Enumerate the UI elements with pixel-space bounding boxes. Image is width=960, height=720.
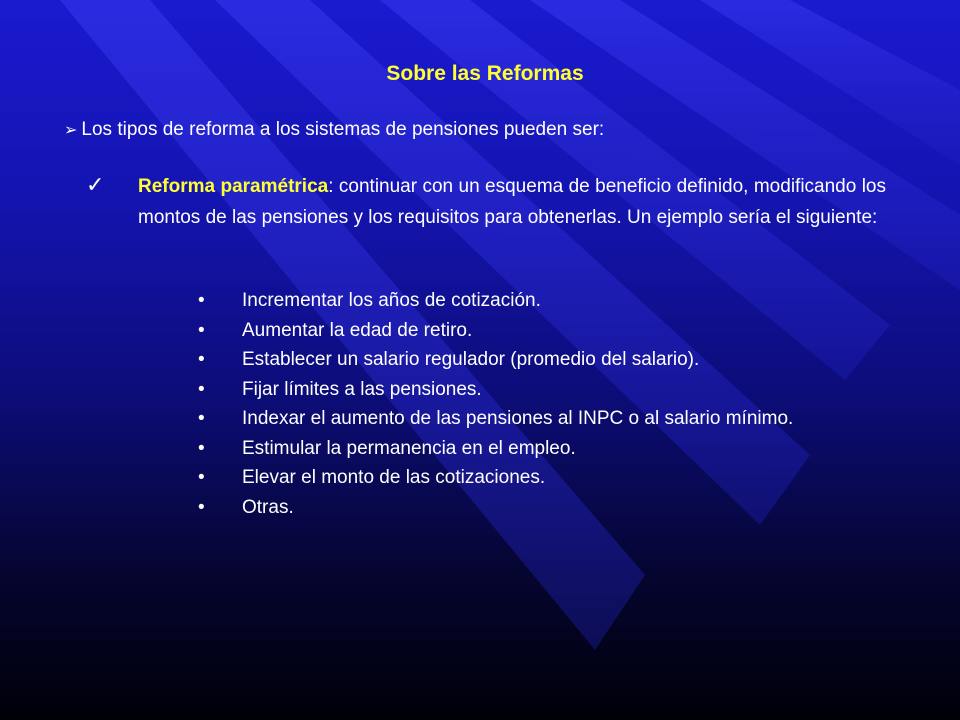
list-item [192, 463, 886, 493]
list-item-text: Indexar el aumento de las pensiones al INPC o al salario mínimo. [242, 408, 794, 429]
list-item-text: Estimular la permanencia en el empleo. [242, 437, 576, 459]
list-item-text: Otras. [242, 496, 294, 518]
list-item [192, 286, 886, 316]
list-item [192, 434, 886, 464]
list-item-text: Incrementar los años de cotización. [242, 290, 541, 311]
list-item [192, 316, 886, 346]
bullet-icon: • [198, 319, 205, 341]
bullet-icon: • [198, 467, 205, 488]
bullet-icon: • [198, 290, 205, 311]
list-item [192, 345, 886, 375]
list-item-text: Fijar límites a las pensiones. [242, 378, 482, 400]
reform-description: : continuar con un esquema de beneficio definido, modificando los montos de las pensiones y los requisitos para obtenerlas. Un ejemplo sería el siguiente: [138, 176, 886, 228]
slide-title: Sobre las Reformas [386, 62, 584, 85]
intro-line [64, 117, 894, 144]
checkmark-icon: ✓ [86, 172, 105, 197]
example-list [192, 286, 886, 522]
bullet-icon: • [198, 496, 205, 518]
reform-item [138, 172, 886, 233]
list-item [192, 375, 886, 405]
list-item-text: Establecer un salario regulador (promedio del salario). [242, 349, 700, 370]
bullet-icon: • [198, 437, 205, 459]
list-item-text: Aumentar la edad de retiro. [242, 319, 473, 341]
intro-text: Los tipos de reforma a los sistemas de pensiones pueden ser: [81, 119, 605, 140]
arrow-bullet-icon: ➢ [64, 122, 78, 139]
reform-term: Reforma paramétrica [138, 176, 329, 197]
bullet-icon: • [198, 349, 205, 370]
bullet-icon: • [198, 408, 205, 429]
bullet-icon: • [198, 378, 205, 400]
list-item [192, 404, 886, 434]
list-item-text: Elevar el monto de las cotizaciones. [242, 467, 546, 488]
list-item [192, 493, 886, 523]
